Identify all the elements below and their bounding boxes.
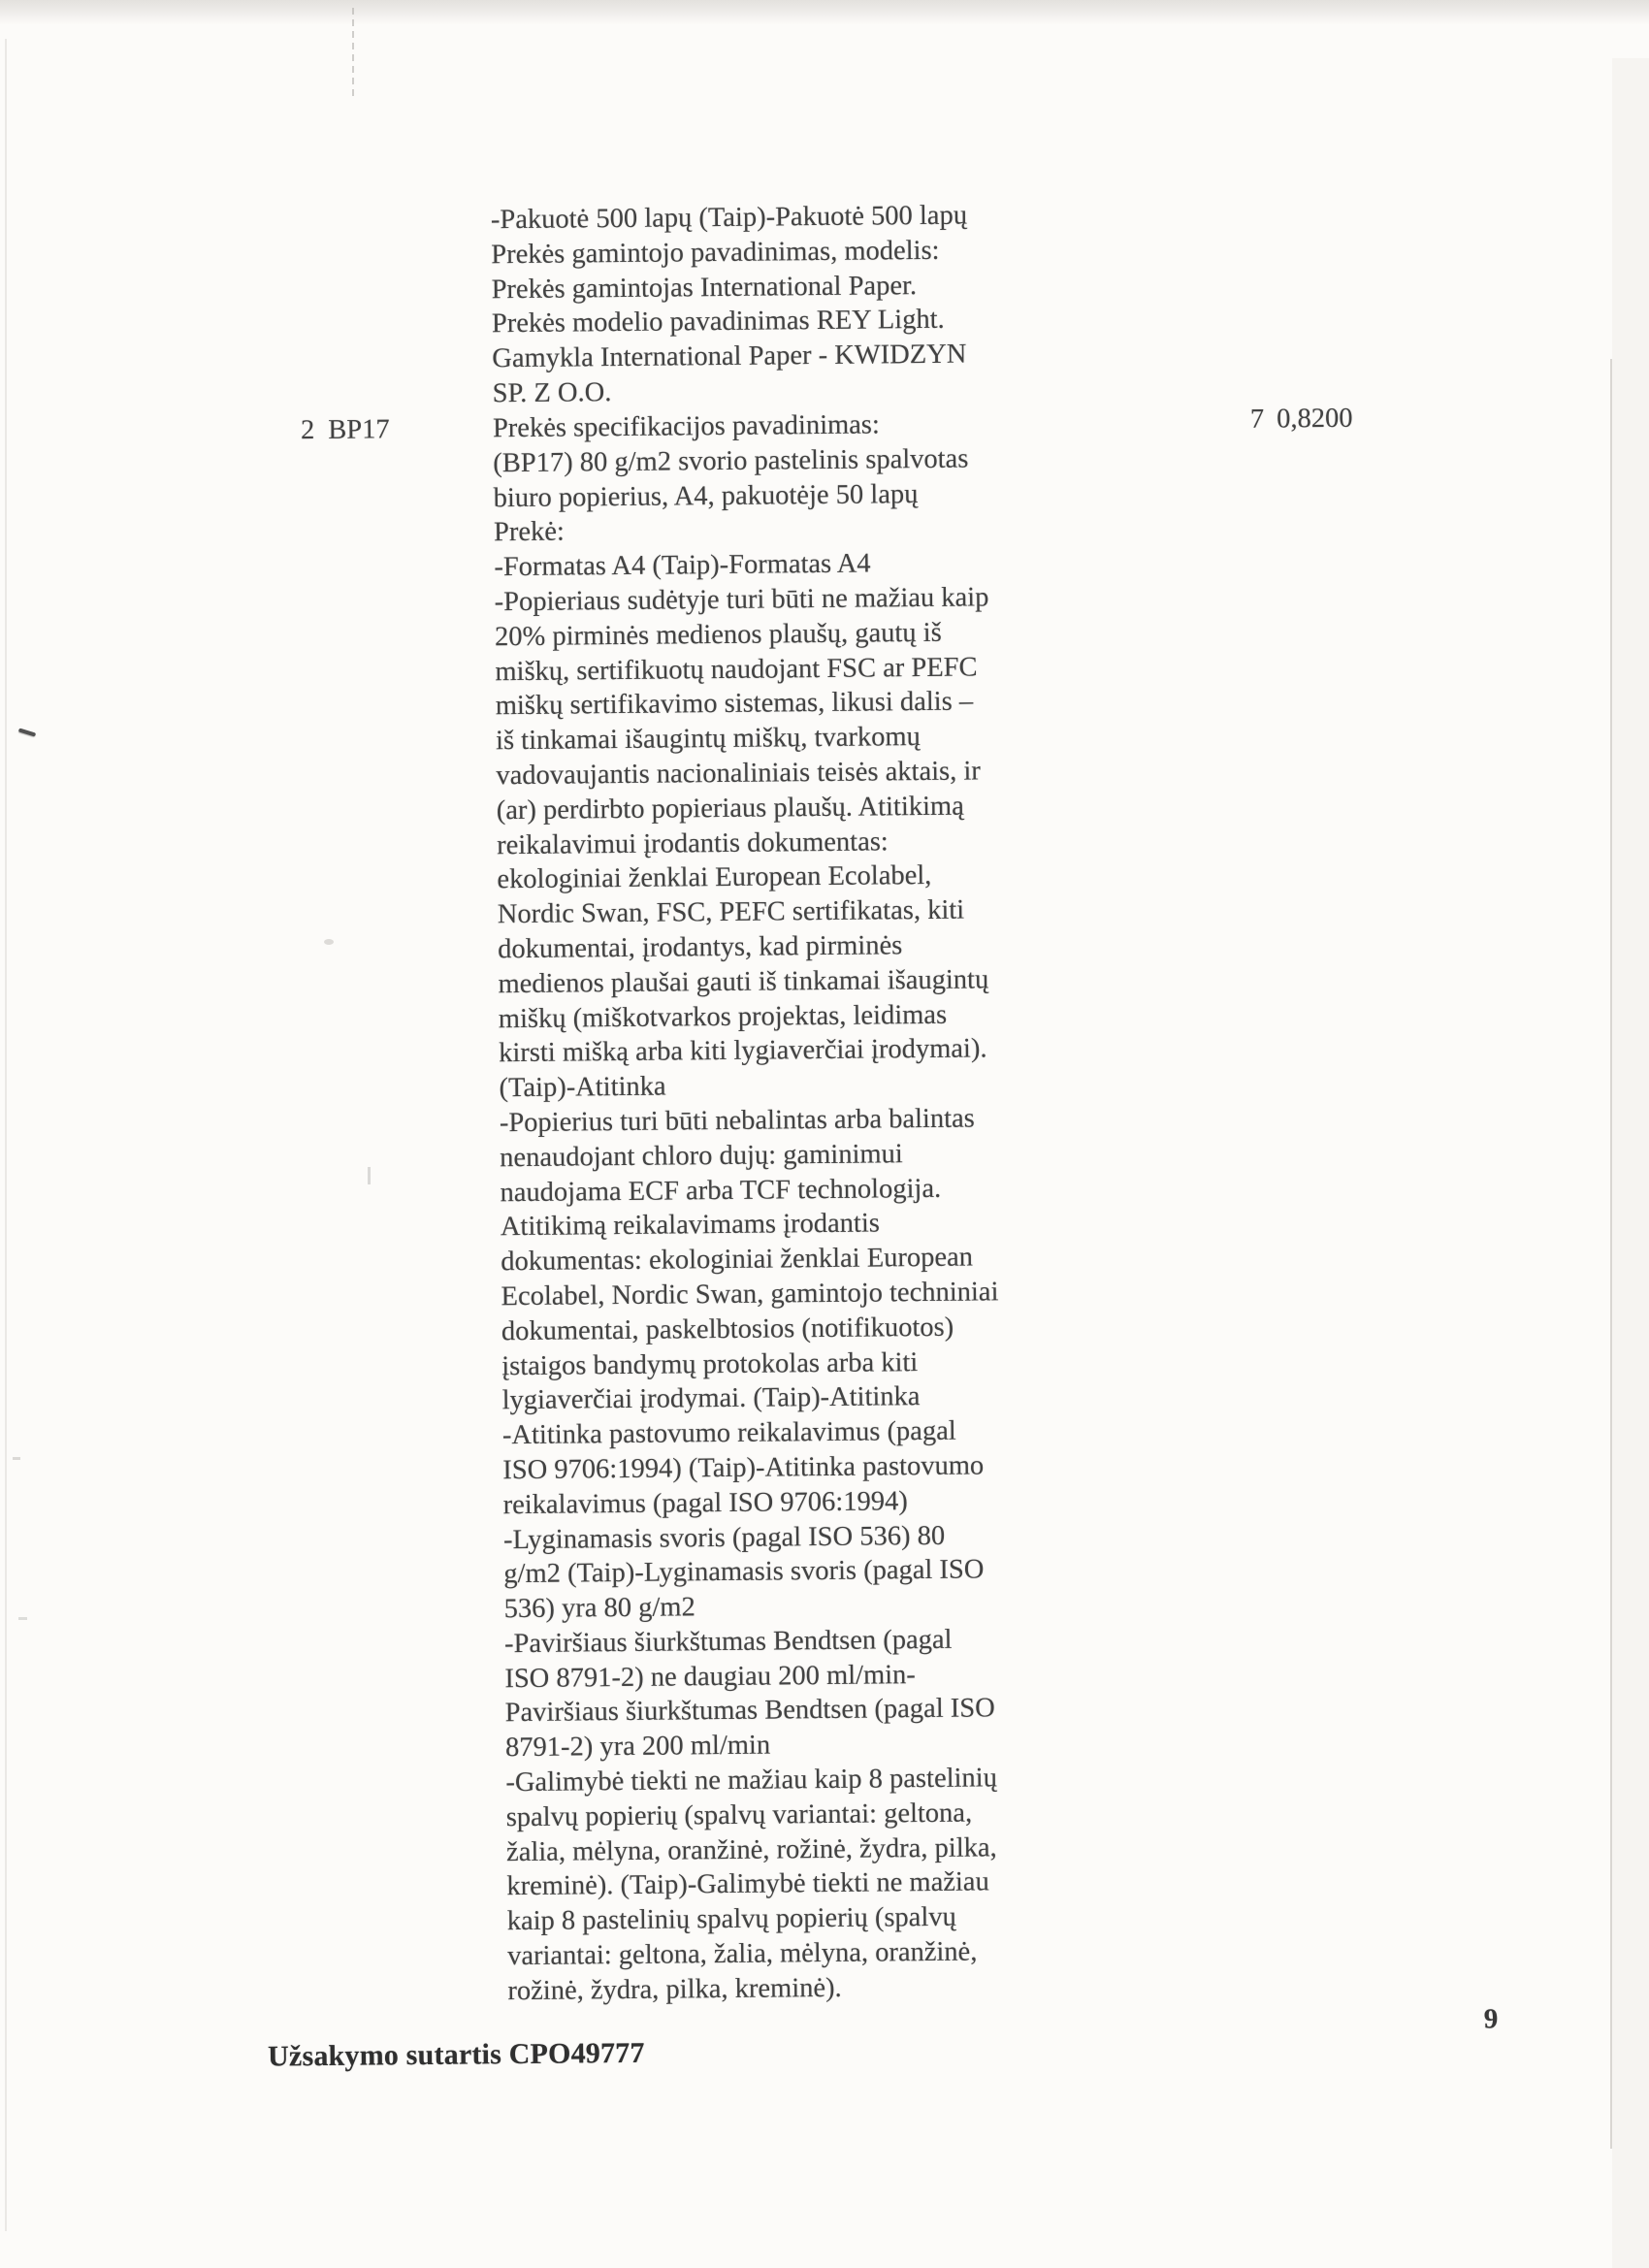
text-line: Prekės gamintojas International Paper. — [491, 270, 918, 305]
item-row-and-code — [301, 412, 390, 448]
item-specification-text — [493, 406, 1006, 2009]
text-line: 8791-2) yra 200 ml/min — [504, 1730, 771, 1764]
contract-footer-label: Užsakymo sutartis CPO49777 — [267, 2036, 645, 2073]
text-line: -Popieriaus sudėtyje turi būti ne mažiau kaip — [494, 582, 989, 618]
text-line: Ecolabel, Nordic Swan, gamintojo techniniai — [501, 1277, 999, 1312]
text-line: ekologiniai ženklai European Ecolabel, — [497, 860, 932, 895]
page-number: 9 — [1483, 2003, 1499, 2035]
text-line: miškų sertifikavimo sistemas, likusi dalis – — [495, 686, 974, 722]
text-line: (Taip)-Atitinka — [499, 1071, 666, 1104]
text-line: SP. Z O.O. — [492, 377, 612, 409]
text-line: medienos plaušai gauti iš tinkamai išaugintų — [498, 964, 989, 999]
text-line: lygiaverčiai įrodymai. (Taip)-Atitinka — [501, 1381, 921, 1416]
text-line: dokumentai, įrodantys, kad pirminės — [497, 930, 903, 965]
text-line: 536) yra 80 g/m2 — [503, 1592, 695, 1625]
text-line: -Formatas A4 (Taip)-Formatas A4 — [494, 548, 871, 583]
text-line: Prekės specifikacijos pavadinimas: — [492, 409, 881, 444]
text-line: -Atitinka pastovumo reikalavimus (pagal — [501, 1415, 956, 1451]
text-line: (ar) perdirbto popieriaus plaušų. Atitikimą — [496, 791, 964, 826]
text-line: -Popierius turi būti nebalintas arba balintas — [499, 1103, 975, 1139]
text-line: spalvų popierių (spalvų variantai: geltona, — [505, 1798, 973, 1833]
text-line: vadovaujantis nacionaliniais teisės aktais, ir — [496, 756, 981, 792]
text-line: kaip 8 pastelinių spalvų popierių (spalvų — [506, 1902, 956, 1937]
text-line: dokumentai, paskelbtosios (notifikuotos) — [501, 1312, 954, 1346]
item-quantity-and-price — [1250, 402, 1353, 437]
item-quantity: 7 — [1249, 404, 1265, 435]
text-line: ISO 8791-2) ne daugiau 200 ml/min- — [504, 1659, 916, 1694]
text-line: kreminė). (Taip)-Galimybė tiekti ne mažiau — [506, 1866, 989, 1902]
text-line: Gamykla International Paper - KWIDZYN — [492, 339, 967, 374]
text-line: biuro popierius, A4, pakuotėje 50 lapų — [493, 478, 919, 513]
text-line: kirsti mišką arba kiti lygiaverčiai įrodymai). — [499, 1033, 987, 1069]
item-code: BP17 — [328, 414, 390, 445]
text-line: (BP17) 80 g/m2 svorio pastelinis spalvotas — [493, 443, 969, 479]
text-line: -Lyginamasis svoris (pagal ISO 536) 80 — [502, 1520, 946, 1555]
text-line: žalia, mėlyna, oranžinė, rožinė, žydra, pilka, — [505, 1832, 997, 1867]
text-line: variantai: geltona, žalia, mėlyna, oranžinė, — [506, 1936, 978, 1972]
text-line: -Pakuotė 500 lapų (Taip)-Pakuotė 500 lapų — [490, 200, 968, 236]
previous-item-specification-text — [491, 199, 969, 411]
text-line: 20% pirminės medienos plaušų, gautų iš — [494, 617, 942, 653]
text-line: miškų (miškotvarkos projektas, leidimas — [498, 999, 948, 1034]
text-line: nenaudojant chloro dujų: gaminimui — [500, 1138, 903, 1173]
text-line: -Galimybė tiekti ne mažiau kaip 8 pastelinių — [505, 1763, 998, 1798]
text-line: g/m2 (Taip)-Lyginamasis svoris (pagal ISO — [503, 1554, 985, 1590]
text-line: rožinė, žydra, pilka, kreminė). — [507, 1972, 842, 2007]
text-line: reikalavimus (pagal ISO 9706:1994) — [502, 1485, 908, 1520]
text-line: Prekė: — [493, 516, 565, 548]
text-line: reikalavimui įrodantis dokumentas: — [496, 826, 889, 860]
text-line: ISO 9706:1994) (Taip)-Atitinka pastovumo — [502, 1450, 985, 1486]
text-line: Prekės modelio pavadinimas REY Light. — [491, 305, 945, 340]
text-line: miškų, sertifikuotų naudojant FSC ar PEFC — [495, 652, 978, 687]
text-line: įstaigos bandymų protokolas arba kiti — [501, 1346, 919, 1381]
text-line: Nordic Swan, FSC, PEFC sertifikatas, kiti — [497, 894, 965, 930]
text-line: dokumentas: ekologiniai ženklai European — [501, 1242, 974, 1278]
text-line: -Paviršiaus šiurkštumas Bendtsen (pagal — [503, 1624, 953, 1660]
text-line: iš tinkamai išaugintų miškų, tvarkomų — [495, 722, 921, 757]
item-row-number: 2 — [300, 415, 315, 446]
text-line: Atitikimą reikalavimams įrodantis — [500, 1208, 881, 1243]
item-price: 0,8200 — [1277, 403, 1353, 435]
text-line: Prekės gamintojo pavadinimas, modelis: — [491, 235, 940, 271]
text-line: Paviršiaus šiurkštumas Bendtsen (pagal ISO — [504, 1693, 995, 1729]
text-line: naudojama ECF arba TCF technologija. — [500, 1173, 942, 1208]
